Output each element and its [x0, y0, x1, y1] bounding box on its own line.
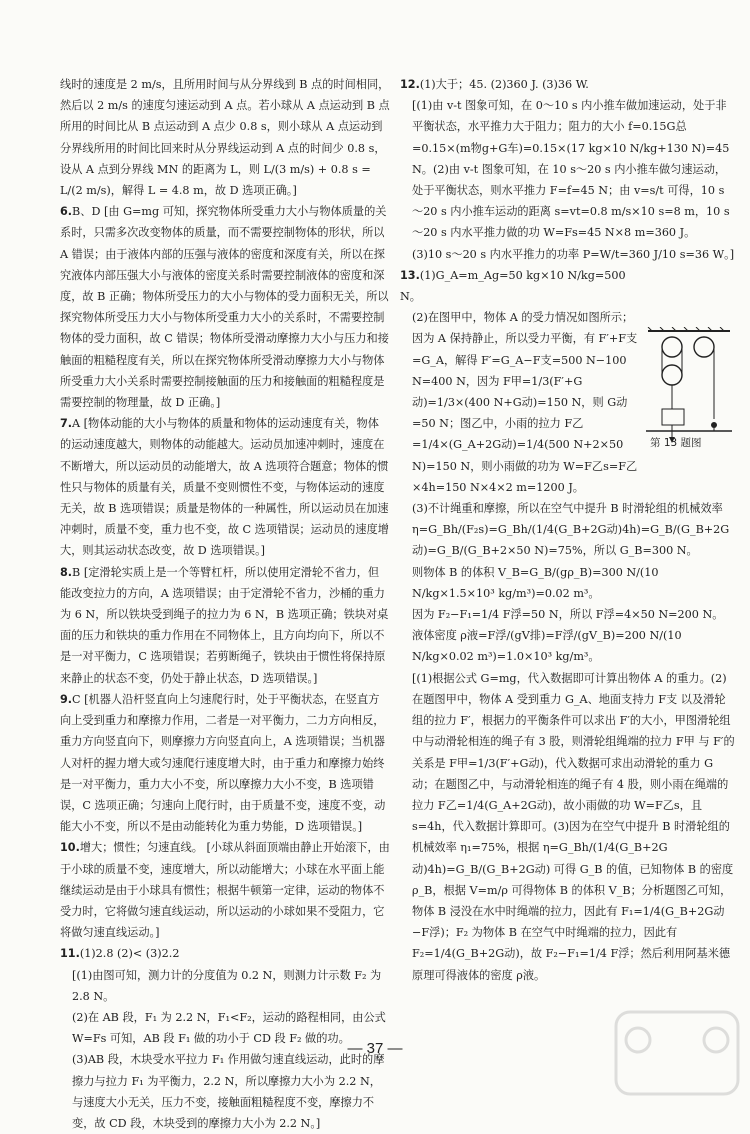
- page-number: — 37 —: [347, 1040, 403, 1057]
- answer-13-part3: (3)不计绳重和摩擦，所以在空气中提升 B 时滑轮组的机械效率 η=G_Bh/(F₂s)=G_Bh/(1/4(G_B+2G动)4h)=G_B/(G_B+2G动)=G_B/(G_B+2×50 N)=75%，所以 G_B=300 N。: [412, 502, 730, 558]
- figure-caption: 第 13 题图: [650, 437, 702, 449]
- answer-9-number: 9.: [60, 692, 73, 706]
- answer-9-text: C [机器人沿杆竖直向上匀速爬行时，处于平衡状态，在竖直方向上受到重力和摩擦力作用，二者是一对平衡力，二力方向相反，重力方向竖直向下，则摩擦力方向竖直向上，A 选项错误；当机器人对杆的握力增大或匀速爬行速度增大时，由于重力和摩擦力始终是一对平衡力，重力大小不变，所以摩擦力大小不变，B 选项错误，C 选项正确；匀速向上爬行时，由于质量不变，速度不变，动能大小不变，所以不是由动能转化为重力势能，D 选项错误。]: [60, 692, 386, 834]
- answer-13-buoyancy: 因为 F₂−F₁=1/4 F浮=50 N，所以 F浮=4×50 N=200 N。: [412, 608, 724, 622]
- answer-9: [60, 689, 390, 837]
- answer-12-part1: [(1)由 v-t 图象可知，在 0～10 s 内小推车做加速运动，处于非平衡状态，水平推力大于阻力；阻力的大小 f=0.15G总=0.15×(m物g+G车)=0.15×(17 kg×10 N/kg+130 N)=45 N。(2)由 v-t 图象可知，在 10 s～20 s 内小推车做匀速运动，处于平衡状态，则水平推力 F=f=45 N；由 v=s/t 可得，10 s～20 s 内小推车运动的距离 s=vt=0.8 m/s×10 s=8 m，10 s～20 s 内水平推力做的功 W=Fs=45 N×8 m=360 J。: [412, 99, 730, 240]
- answer-11-part3: (3)AB 段，木块受水平拉力 F₁ 作用做匀速直线运动，此时的摩擦力与拉力 F₁ 为平衡力，2.2 N，所以摩擦力大小为 2.2 N，与速度大小无关，压力不变，接触面粗糙程度不变，摩擦力不变，故 CD 段，木块受到的摩擦力大小为 2.2 N。]: [72, 1053, 385, 1130]
- answer-7: [60, 413, 390, 561]
- watermark-logo: [612, 1008, 742, 1098]
- right-column: [400, 74, 735, 986]
- answer-13-analysis: [(1)根据公式 G=mg，代入数据即可计算出物体 A 的重力。(2)在题图甲中，物体 A 受到重力 G_A、地面支持力 F支 以及滑轮组的拉力 F′，根据力的平衡条件可以求出 F′的大小，甲图滑轮组中与动滑轮相连的绳子有 3 股，则滑轮组绳端的拉力 F甲 与 F′的关系是 F甲=1/3(F′+G动)，代入数据可求出动滑轮的重力 G动；在题图乙中，与动滑轮相连的绳子有 4 股，则小雨在绳端的拉力 F乙=1/4(G_A+2G动)，故小雨做的功 W=F乙s，且 s=4h，代入数据计算即可。(3)因为在空气中提升 B 时滑轮组的机械效率 η₁=75%，根据 η=G_Bh/(1/4(G_B+2G动)4h)=G_B/(G_B+2G动) 可得 G_B 的值，已知物体 B 的密度 ρ_B，根据 V=m/ρ 可得物体 B 的体积 V_B；分析题图乙可知，物体 B 浸没在水中时绳端的拉力，因此有 F₁=1/4(G_B+2G动−F浮)；F₂ 为物体 B 在空气中时绳端的拉力，因此有 F₂=1/4(G_B+2G动)，故 F₂−F₁=1/4 F浮；然后利用阿基米德原理可得液体的密度 ρ液。: [412, 671, 735, 982]
- answer-10: [60, 837, 390, 943]
- answer-13-volume: 则物体 B 的体积 V_B=G_B/(gρ_B)=300 N/(10 N/kg×1.5×10³ kg/m³)=0.02 m³。: [412, 565, 659, 600]
- answer-11-part2: (2)在 AB 段，F₁ 为 2.2 N，F₁<F₂，运动的路程相同，由公式 W=Fs 可知，AB 段 F₁ 做的功小于 CD 段 F₂ 做的功。: [72, 1010, 386, 1046]
- answer-8-number: 8.: [60, 565, 73, 579]
- answer-6-number: 6.: [60, 205, 73, 219]
- left-column: [60, 74, 390, 1134]
- answer-12-part2: (3)10 s～20 s 内水平推力的功率 P=W/t=360 J/10 s=36 W。]: [412, 247, 735, 261]
- answer-11-summary: (1)2.8 (2)< (3)2.2: [79, 947, 180, 961]
- answer-11: [60, 943, 390, 964]
- answer-8-text: B [定滑轮实质上是一个等臂杠杆，所以使用定滑轮不省力，但能改变拉力的方向，A 选项错误；由于定滑轮不省力，沙桶的重力为 6 N，所以铁块受到绳子的拉力为 6 N，B 选项正确；铁块对桌面的压力和铁块的重力作用在不同物体上，且方向均向下，所以不是一对平衡力，C 选项错误；若剪断绳子，铁块由于惯性将保持原来静止的状态不变，仍处于静止状态，D 选项错误。]: [60, 565, 389, 685]
- answer-10-number: 10.: [60, 841, 80, 855]
- answer-12-summary: (1)大于；45. (2)360 J. (3)36 W.: [419, 78, 589, 91]
- answer-13-number: 13.: [400, 268, 420, 282]
- answer-7-number: 7.: [60, 417, 73, 431]
- answer-8: [60, 562, 390, 689]
- answer-13-part1: (1)G_A=m_Ag=50 kg×10 N/kg=500 N。: [400, 268, 626, 304]
- answer-11-part1: [(1)由图可知，测力计的分度值为 0.2 N，则测力计示数 F₂ 为 2.8 N。: [72, 968, 382, 1003]
- answer-6: [60, 201, 390, 413]
- answer-7-text: A [物体动能的大小与物体的质量和物体的运动速度有关，物体的运动速度越大，则物体的动能越大。运动员加速冲刺时，速度在不断增大，所以运动员的动能增大，故 A 选项符合题意；物体的惯性只与物体的质量有关，质量不变则惯性不变，与物体运动的速度无关，故 B 选项错误；质量是物体的一种属性，所以运动员在加速冲刺时，质量不变，重力也不变，故 C 选项错误；运动员的速度增大，则其运动状态改变，故 D 选项错误。]: [60, 417, 389, 558]
- answer-11-number: 11.: [60, 947, 80, 961]
- answer-6-text: B、D [由 G=mg 可知，探究物体所受重力大小与物体质量的关系时，只需多次改变物体的质量，而不需要控制物体的形状，所以 A 错误；由于液体内部的压强与液体的密度和深度有关，所以在探究液体内部压强大小与液体的密度关系时需要控制液体的密度和深度，故 B 正确；物体所受压力的大小与物体的受力面积无关，所以探究物体所受压力大小与物体所受重力大小的关系时，不需要控制物体的受力面积，故 C 错误；物体所受滑动摩擦力大小与压力和接触面的粗糙程度有关，所以在探究物体所受滑动摩擦力大小与物体所受重力大小关系时需要控制接触面的压力和接触面的粗糙程度是需要控制的物理量，故 D 正确。]: [60, 205, 389, 410]
- answer-13: [400, 265, 735, 307]
- answer-13-density: 液体密度 ρ液=F浮/(gV排)=F浮/(gV_B)=200 N/(10 N/kg×0.02 m³)=1.0×10³ kg/m³。: [412, 629, 682, 664]
- continued-answer: 线时的速度是 2 m/s，且所用时间与从分界线到 B 点的时间相同，然后以 2 m/s 的速度匀速运动到 A 点。若小球从 A 点运动到 B 点所用的时间比从 B 点运动到 A 点少 0.8 s，则小球从 A 点运动到分界线所用的时间比回来时从分界线运动到 A 点的时间少 0.8 s，设从 A 点到分界线 MN 的距离为 L，则 L/(3 m/s) + 0.8 s = L/(2 m/s)，解得 L = 4.8 m，故 D 选项正确。]: [60, 78, 390, 198]
- answer-12: [400, 74, 735, 95]
- answer-13-part2: (2)在图甲中，物体 A 的受力情况如图所示；因为 A 保持静止，所以受力平衡，有 F′+F支=G_A，解得 F′=G_A−F支=500 N−100 N=400 N，因为 F甲=1/3(F′+G动)=1/3×(400 N+G动)=150 N，则 G动=50 N；图乙中，小雨的拉力 F乙=1/4×(G_A+2G动)=1/4(500 N+2×50 N)=150 N，则小雨做的功为 W=F乙s=F乙×4h=150 N×4×2 m=1200 J。: [412, 311, 638, 494]
- answer-10-text: 增大；惯性；匀速直线。 [小球从斜面顶端由静止开始滚下，由于小球的质量不变，速度增大，所以动能增大；小球在水平面上能继续运动是由于小球具有惯性；根据牛顿第一定律，运动的物体不受力时，它将做匀速直线运动，所以运动的小球如果不受阻力，它将做匀速直线运动。]: [60, 841, 390, 940]
- answer-12-number: 12.: [400, 78, 420, 91]
